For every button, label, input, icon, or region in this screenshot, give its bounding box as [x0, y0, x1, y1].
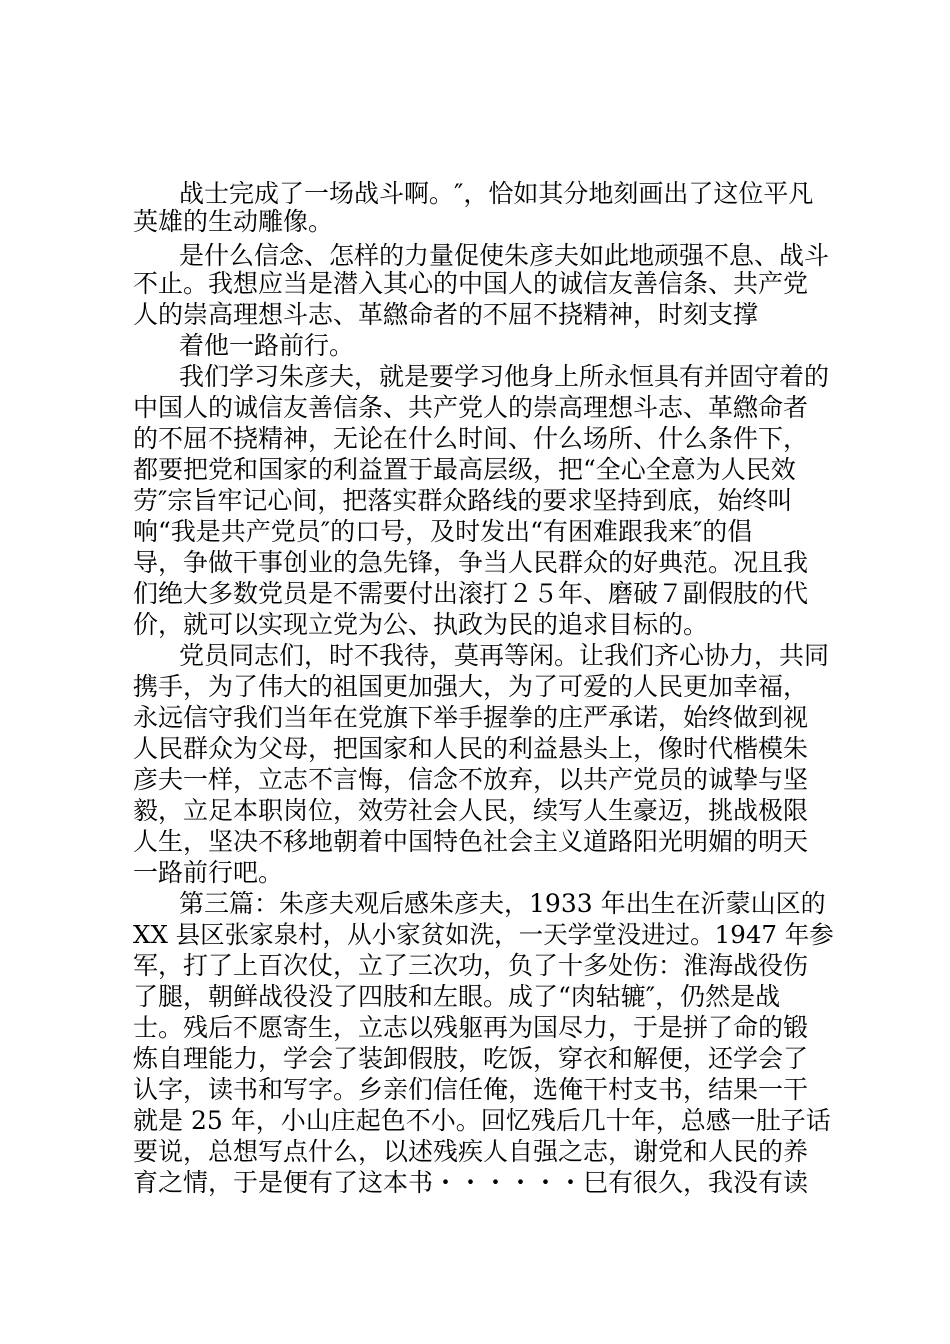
text-line: 着他一路前行。 — [179, 331, 355, 360]
text-line: 彦夫一样，立志不言悔，信念不放弃，以共产党员的诚挚与坚 — [133, 765, 809, 794]
text-line: 不止。我想应当是潜入其心的中国人的诚信友善信条、共产党 — [133, 269, 809, 298]
text-line: 的不屈不挠精神，无论在什么时间、什么场所、什么条件下， — [133, 424, 809, 453]
text-line: 认字，读书和写字。乡亲们信任俺，选俺干村支书，结果一干 — [133, 1075, 809, 1104]
text-line: 人生，坚决不移地朝着中国特色社会主义道路阳光明媚的明天 — [133, 827, 809, 856]
text-line: 人民群众为父母，把国家和人民的利益悬头上，像时代楷模朱 — [133, 734, 809, 763]
text-line: 士。残后不愿寄生，立志以残躯再为国尽力，于是拼了命的锻 — [133, 1013, 809, 1042]
text-line: 一路前行吧。 — [133, 858, 284, 887]
text-line: 战士完成了一场战斗啊。″，恰如其分地刻画出了这位平凡 — [179, 179, 814, 208]
text-line: 毅，立足本职岗位，效劳社会人民，续写人生豪迈，挑战极限 — [133, 796, 809, 825]
text-line: 劳″宗旨牢记心间，把落实群众路线的要求坚持到底，始终叫 — [133, 486, 793, 515]
text-line: 携手，为了伟大的祖国更加强大，为了可爱的人民更加幸福， — [133, 672, 809, 701]
text-line: 党员同志们，时不我待，莫再等闲。让我们齐心协力，共同 — [179, 641, 830, 670]
text-line: 了腿，朝鲜战役没了四肢和左眼。成了“肉轱辘″，仍然是战 — [133, 982, 781, 1011]
text-line: 是什么信念、怎样的力量促使朱彦夫如此地顽强不息、战斗 — [179, 241, 830, 270]
text-line: 第三篇：朱彦夫观后感朱彦夫，1933 年出生在沂蒙山区的 — [179, 889, 826, 918]
text-line: 永远信守我们当年在党旗下举手握拳的庄严承诺，始终做到视 — [133, 703, 809, 732]
text-line: XX 县区张家泉村，从小家贫如洗，一天学堂没进过。1947 年参 — [133, 920, 834, 949]
text-line: 响“我是共产党员″的口号，及时发出“有困难跟我来″的倡 — [133, 517, 753, 546]
text-line: 中国人的诚信友善信条、共产党人的崇高理想斗志、革繺命者 — [133, 393, 809, 422]
text-line: 们绝大多数党员是不需要付出滚打２５年、磨破７副假肢的代 — [133, 579, 809, 608]
text-line: 英雄的生动雕像。 — [133, 207, 334, 236]
text-line: 人的崇高理想斗志、革繺命者的不屈不挠精神，时刻支撑 — [133, 300, 759, 329]
text-line: 就是 25 年，小山庄起色不小。回忆残后几十年，总感一肚子话 — [133, 1106, 831, 1135]
text-line: 炼自理能力，学会了装卸假肢，吃饭，穿衣和解便，还学会了 — [133, 1044, 809, 1073]
text-line: 价，就可以实现立党为公、执政为民的追求目标的。 — [133, 610, 709, 639]
text-line: 育之情，于是便有了这本书・・・・・・巳有很久，我没有读 — [133, 1168, 809, 1197]
text-line: 军，打了上百次仗，立了三次功，负了十多处伤：淮海战役伤 — [133, 951, 809, 980]
text-line: 都要把党和国家的利益置于最高层级，把“全心全意为人民效 — [133, 455, 796, 484]
text-line: 要说，总想写点什么，以述残疾人自强之志，谢党和人民的养 — [133, 1137, 809, 1166]
text-line: 导，争做干事创业的急先锋，争当人民群众的好典范。况且我 — [133, 548, 809, 577]
text-line: 我们学习朱彦夫，就是要学习他身上所永恒具有并固守着的 — [179, 362, 830, 391]
